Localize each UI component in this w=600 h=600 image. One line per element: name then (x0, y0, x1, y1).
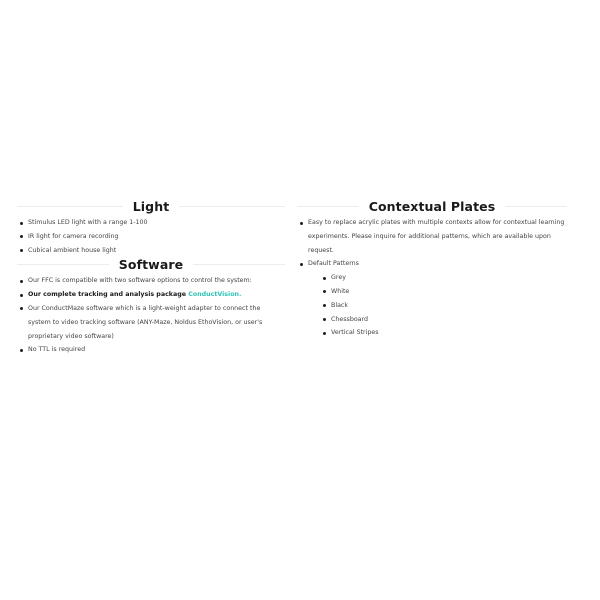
light-item-ir-light: IR light for camera recording (17, 230, 285, 244)
pattern-white: White (320, 285, 567, 299)
contextual-plates-heading: Contextual Plates (359, 199, 506, 214)
patterns-list (308, 271, 567, 340)
software-item-conductvision (17, 288, 285, 302)
pattern-vertical-stripes: Vertical Stripes (320, 326, 567, 340)
contextual-plates-list (297, 216, 567, 340)
left-column (17, 196, 285, 357)
light-list (17, 216, 285, 257)
conductvision-link[interactable]: ConductVision. (188, 291, 242, 299)
light-heading-row (17, 196, 285, 216)
default-patterns-item (297, 257, 567, 340)
contextual-plates-intro: Easy to replace acrylic plates with multiple contexts allow for contextual learning experiments. Please inquire for additional patterns, which are available upon request. (297, 216, 567, 257)
right-column (297, 196, 567, 340)
contextual-plates-heading-row (297, 196, 567, 216)
software-heading: Software (109, 257, 193, 272)
light-heading: Light (123, 199, 180, 214)
software-list (17, 274, 285, 357)
pattern-chessboard: Chessboard (320, 313, 567, 327)
software-item-conductmaze: Our ConductMaze software which is a light-weight adapter to connect the system to video tracking software (ANY-Maze, Noldus EthoVision, or user's proprietary video software) (17, 302, 285, 343)
software-heading-row (17, 254, 285, 274)
software-item-conductvision-text: Our complete tracking and analysis package (28, 291, 189, 299)
pattern-grey: Grey (320, 271, 567, 285)
software-item-compatibility: Our FFC is compatible with two software options to control the system: (17, 274, 285, 288)
light-item-stimulus-led: Stimulus LED light with a range 1-100 (17, 216, 285, 230)
software-item-no-ttl: No TTL is required (17, 343, 285, 357)
pattern-black: Black (320, 299, 567, 313)
default-patterns-label: Default Patterns (308, 260, 359, 268)
light-item-ambient-light: Cubical ambient house light (17, 244, 285, 258)
